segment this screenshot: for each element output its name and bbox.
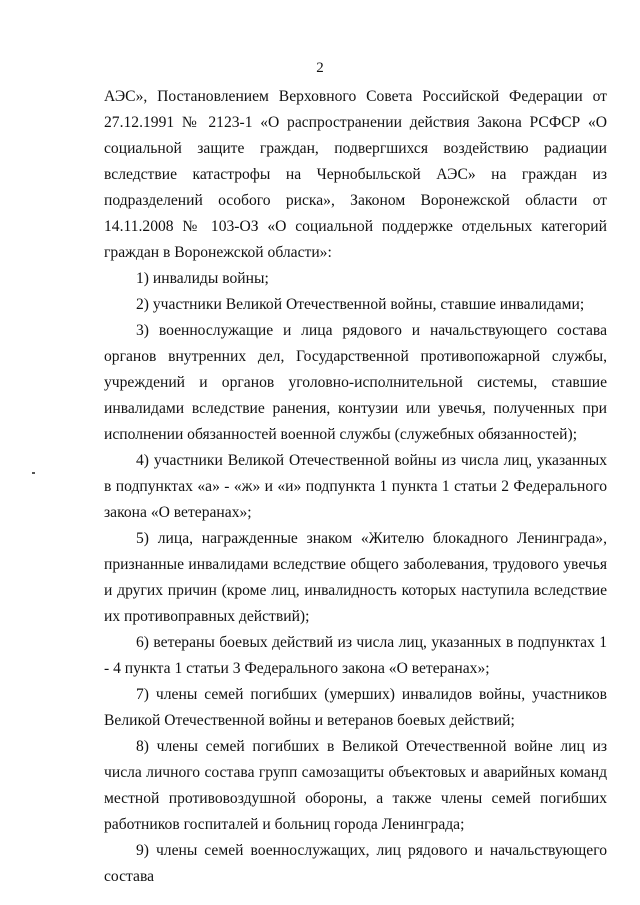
scan-artifact <box>32 472 35 474</box>
document-body <box>104 84 607 890</box>
list-item-4: 4) участники Великой Отечественной войны из числа лиц, указанных в подпунктах «а» - «ж» и «и» подпункта 1 пункта 1 статьи 2 Федерального закона «О ветеранах»; <box>104 452 607 521</box>
list-item-8: 8) члены семей погибших в Великой Отечественной войне лиц из числа личного состава групп самозащиты объектовых и аварийных команд местной противовоздушной обороны, а также члены семей погибших работников госпиталей и больниц города Ленинграда; <box>104 738 607 833</box>
list-item-7: 7) члены семей погибших (умерших) инвалидов войны, участников Великой Отечественной войны и ветеранов боевых действий; <box>104 686 607 729</box>
page-number: 2 <box>316 60 324 76</box>
list-item-5: 5) лица, награжденные знаком «Жителю блокадного Ленинграда», признанные инвалидами вследствие общего заболевания, трудового увечья и других причин (кроме лиц, инвалидность которых наступила вследствие их противоправных действий); <box>104 530 607 625</box>
list-item-3: 3) военнослужащие и лица рядового и начальствующего состава органов внутренних дел, Государственной противопожарной службы, учреждений и органов уголовно-исполнительной системы, ставшие инвалидами вследствие ранения, контузии или увечья, полученных при исполнении обязанностей военной службы (служебных обязанностей); <box>104 322 607 443</box>
list-item-1: 1) инвалиды войны; <box>136 270 269 287</box>
paragraph-continuation: АЭС», Постановлением Верховного Совета Российской Федерации от 27.12.1991 № 2123-1 «О распространении действия Закона РСФСР «О социальной защите граждан, подвергшихся воздействию радиации вследствие катастрофы на Чернобыльской АЭС» на граждан из подразделений особого риска», Законом Воронежской области от 14.11.2008 № 103-ОЗ «О социальной поддержке отдельных категорий граждан в Воронежской области»: <box>104 88 607 261</box>
list-item-6: 6) ветераны боевых действий из числа лиц, указанных в подпунктах 1 - 4 пункта 1 статьи 3 Федерального закона «О ветеранах»; <box>104 634 607 677</box>
list-item-2: 2) участники Великой Отечественной войны, ставшие инвалидами; <box>136 296 585 313</box>
list-item-9: 9) члены семей военнослужащих, лиц рядового и начальствующего состава <box>104 842 607 885</box>
